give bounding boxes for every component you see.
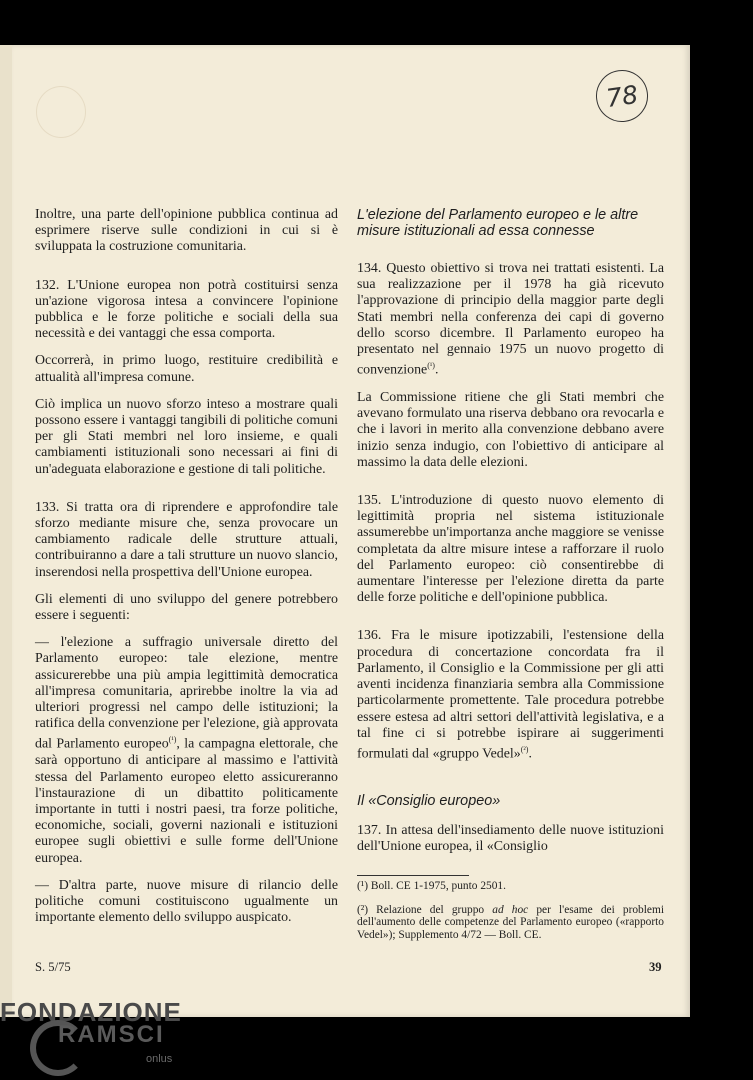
paragraph-134-end: . <box>434 362 439 378</box>
footnote-ref-1: (¹) <box>168 735 177 745</box>
paragraph-133-c-text: — l'elezione a suffragio universale diretto del Parlamento europeo: tale elezione, mentre assicurerebbe una più ampia legittimità democratica all'impresa comunitaria, aprirebbe inoltre la via ad ulteriori progressi nel campo delle istituzioni; la ratifica della convenzione per l'elezione, già approvata dal Parlamento europeo <box>35 635 338 753</box>
left-column <box>35 207 338 937</box>
footnote-2 <box>357 904 664 942</box>
paragraph-133-b: Gli elementi di uno sviluppo del genere potrebbero essere i seguenti: <box>35 591 338 624</box>
paragraph-134-text: 134. Questo obiettivo si trova nei trattati esistenti. La sua realizzazione per il 1978 ha già ricevuto l'approvazione di principio della maggior parte degli Stati membri nella conferenza dei capi di governo dello scorso dicembre. Il Parlamento europeo ha presentato nel gennaio 1975 un nuovo progetto di convenzione <box>357 261 664 378</box>
paragraph-137: 137. In attesa dell'insediamento delle nuove istituzioni dell'Unione europea, il «Consiglio <box>357 822 664 854</box>
section-heading-elezione: L'elezione del Parlamento europeo e le altre misure istituzionali ad essa connesse <box>357 207 639 239</box>
archive-number-stamp: 78 <box>593 67 652 126</box>
paragraph-134 <box>357 261 664 379</box>
paragraph-133-d: — D'altra parte, nuove misure di rilancio delle politiche comuni costituiscono ugualmente un importante elemento dello sviluppo auspicato. <box>35 877 338 926</box>
footnote-2-text: (²) Relazione del gruppo <box>357 903 493 916</box>
page-number: 39 <box>649 960 662 974</box>
paragraph-135: 135. L'introduzione di questo nuovo elemento di legittimità propria nel sistema istituzionale assumerebbe un'importanza anche maggiore se venisse completata da altre misure intese a rafforzare il ruolo del Parlamento europeo: ciò consentirebbe di aumentare l'interesse per l'elezione diretta da parte delle forze politiche e dell'opinione pubblica. <box>357 493 664 606</box>
watermark-line2: RAMSCI <box>58 1021 165 1048</box>
footnote-2-cont: per l'esame dei problemi dell'aumento delle competenze del Parlamento europeo («rapporto Vedel»); Supplemento 4/72 — Boll. CE. <box>357 903 664 941</box>
paragraph-132: 132. L'Unione europea non potrà costituirsi senza un'azione vigorosa intesa a convincere l'opinione pubblica e le forze politiche e sociali della sua necessità e dei vantaggi che essa comporta. <box>35 277 338 342</box>
footnote-ref-2: (²) <box>520 744 529 754</box>
footnote-1: (¹) Boll. CE 1-1975, punto 2501. <box>357 880 506 893</box>
paragraph-133-c <box>35 635 338 866</box>
footnote-2-italic: ad hoc <box>492 903 529 916</box>
right-column <box>357 207 664 953</box>
paragraph-132-b: Occorrerà, in primo luogo, restituire credibilità e attualità all'impresa comune. <box>35 353 338 385</box>
paragraph-132-c: Ciò implica un nuovo sforzo inteso a mostrare quali possono essere i vantaggi tangibili di politiche comuni per gli Stati membri nel loro insieme, e quali cambiamenti istituzionali sono necessari ai fini di un'adeguata elaborazione e gestione di tali politiche. <box>35 396 338 477</box>
paragraph-136-text: 136. Fra le misure ipotizzabili, l'estensione della procedura di concertazione concordata fra il Parlamento, il Consiglio e la Commissione per gli atti aventi incidenza finanziaria sembra alla Commissione particolarmente promettente. Tale procedura potrebbe essere estesa ad altri settori dell'attività legislativa, e a tal fine ci si potrebbe ispirare ai suggerimenti formulati dal «gruppo Vedel» <box>357 628 664 762</box>
watermark-line3: onlus <box>146 1053 173 1065</box>
paragraph-136-end: . <box>528 746 532 762</box>
paragraph-intro: Inoltre, una parte dell'opinione pubblica continua ad esprimere riserve sulle condizioni in cui si è sviluppata la costruzione comunitaria. <box>35 207 338 255</box>
paragraph-136 <box>357 628 664 762</box>
faded-stamp-mark <box>36 86 86 138</box>
section-heading-consiglio: Il «Consiglio europeo» <box>357 792 501 809</box>
watermark-line1: FONDAZIONE <box>0 997 182 1027</box>
footnote-divider <box>357 875 469 876</box>
paragraph-133: 133. Si tratta ora di riprendere e approfondire tale sforzo mediante misure che, senza provocare un cambiamento radicale delle strutture attuali, contribuiranno a dare a tali strutture un nuovo slancio, inserendosi nella prospettiva dell'Unione europea. <box>35 499 338 580</box>
paragraph-133-c-cont: , la campagna elettorale, che sarà opportuno di anticipare al massimo e l'attività stessa del Parlamento europeo eletto assicureranno l'instaurazione di un dibattito politicamente importante in tutti i nostri paesi, tra forze politiche, economiche, sociali, governi nazionali e istituzioni europee sugli obiettivi e sulle forme dell'Unione europea. <box>35 737 339 866</box>
footnote-ref-1b: (¹) <box>427 361 435 371</box>
issue-code: S. 5/75 <box>35 960 71 974</box>
paragraph-134-b: La Commissione ritiene che gli Stati membri che avevano formulato una riserva debbano ora revocarla e che i lavori in merito alla convenzione debbano avere inizio senza indugio, con l'obiettivo di anticipare al massimo la data delle elezioni. <box>357 390 664 470</box>
